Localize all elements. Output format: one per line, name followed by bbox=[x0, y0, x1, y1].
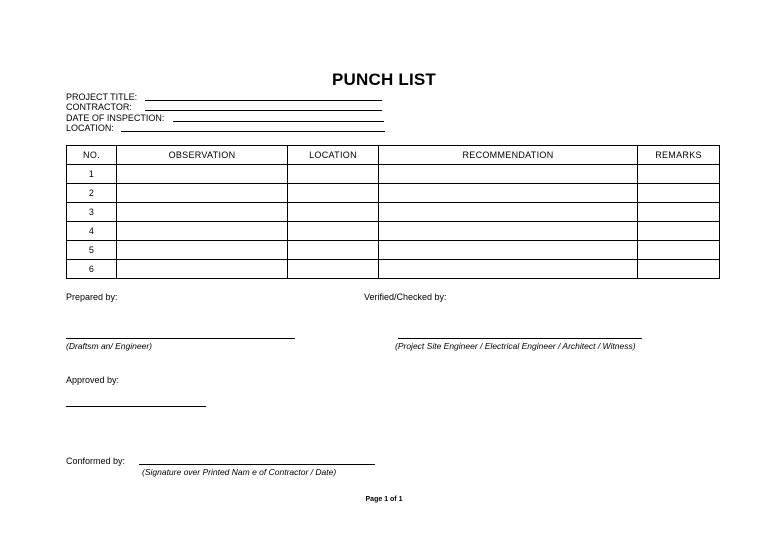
location-label: LOCATION: bbox=[66, 123, 114, 133]
row-number: 4 bbox=[67, 222, 117, 241]
observation-cell[interactable] bbox=[117, 165, 288, 184]
header-observation: OBSERVATION bbox=[117, 146, 288, 165]
observation-cell[interactable] bbox=[117, 260, 288, 279]
row-number: 2 bbox=[67, 184, 117, 203]
document-title: PUNCH LIST bbox=[332, 70, 436, 89]
contractor-label: CONTRACTOR: bbox=[66, 102, 132, 112]
location-cell[interactable] bbox=[288, 222, 379, 241]
approved-signature-line bbox=[66, 406, 206, 407]
recommendation-cell[interactable] bbox=[379, 222, 638, 241]
observation-cell[interactable] bbox=[117, 203, 288, 222]
approved-by-label: Approved by: bbox=[66, 375, 120, 385]
observation-cell[interactable] bbox=[117, 184, 288, 203]
project-title-label: PROJECT TITLE: bbox=[66, 92, 138, 102]
recommendation-cell[interactable] bbox=[379, 241, 638, 260]
prepared-signature-line bbox=[66, 338, 295, 339]
prepared-by-label: Prepared by: bbox=[66, 292, 118, 302]
observation-cell[interactable] bbox=[117, 222, 288, 241]
table-row bbox=[67, 203, 720, 222]
table-row bbox=[67, 241, 720, 260]
header-recommendation: RECOMMENDATION bbox=[379, 146, 638, 165]
project-title-line bbox=[145, 100, 382, 101]
remarks-cell[interactable] bbox=[638, 260, 720, 279]
date-of-inspection-label: DATE OF INSPECTION: bbox=[66, 113, 165, 123]
remarks-cell[interactable] bbox=[638, 165, 720, 184]
conformed-signature-line bbox=[139, 464, 375, 465]
row-number: 3 bbox=[67, 203, 117, 222]
verified-signature-line bbox=[398, 338, 642, 339]
location-cell[interactable] bbox=[288, 203, 379, 222]
location-cell[interactable] bbox=[288, 241, 379, 260]
conformed-role-caption: (Signature over Printed Nam e of Contractor / Date) bbox=[142, 467, 337, 477]
location-line bbox=[121, 131, 385, 132]
location-cell[interactable] bbox=[288, 165, 379, 184]
remarks-cell[interactable] bbox=[638, 203, 720, 222]
contractor-line bbox=[145, 110, 382, 111]
header-no: NO. bbox=[67, 146, 117, 165]
location-cell[interactable] bbox=[288, 260, 379, 279]
observation-cell[interactable] bbox=[117, 241, 288, 260]
table-row bbox=[67, 260, 720, 279]
remarks-cell[interactable] bbox=[638, 241, 720, 260]
row-number: 5 bbox=[67, 241, 117, 260]
recommendation-cell[interactable] bbox=[379, 203, 638, 222]
conformed-by-label: Conformed by: bbox=[66, 456, 126, 466]
prepared-role-caption: (Draftsm an/ Engineer) bbox=[66, 341, 152, 351]
recommendation-cell[interactable] bbox=[379, 165, 638, 184]
table-row bbox=[67, 165, 720, 184]
header-location: LOCATION bbox=[288, 146, 379, 165]
page-number: Page 1 of 1 bbox=[365, 496, 403, 503]
remarks-cell[interactable] bbox=[638, 222, 720, 241]
row-number: 6 bbox=[67, 260, 117, 279]
table-row bbox=[67, 184, 720, 203]
header-remarks: REMARKS bbox=[638, 146, 720, 165]
remarks-cell[interactable] bbox=[638, 184, 720, 203]
verified-by-label: Verified/Checked by: bbox=[364, 292, 447, 302]
recommendation-cell[interactable] bbox=[379, 184, 638, 203]
date-of-inspection-line bbox=[173, 121, 384, 122]
table-row bbox=[67, 222, 720, 241]
table-header-row bbox=[67, 146, 720, 165]
recommendation-cell[interactable] bbox=[379, 260, 638, 279]
location-cell[interactable] bbox=[288, 184, 379, 203]
punch-list-table bbox=[66, 145, 720, 279]
row-number: 1 bbox=[67, 165, 117, 184]
verified-role-caption: (Project Site Engineer / Electrical Engineer / Architect / Witness) bbox=[395, 341, 636, 351]
